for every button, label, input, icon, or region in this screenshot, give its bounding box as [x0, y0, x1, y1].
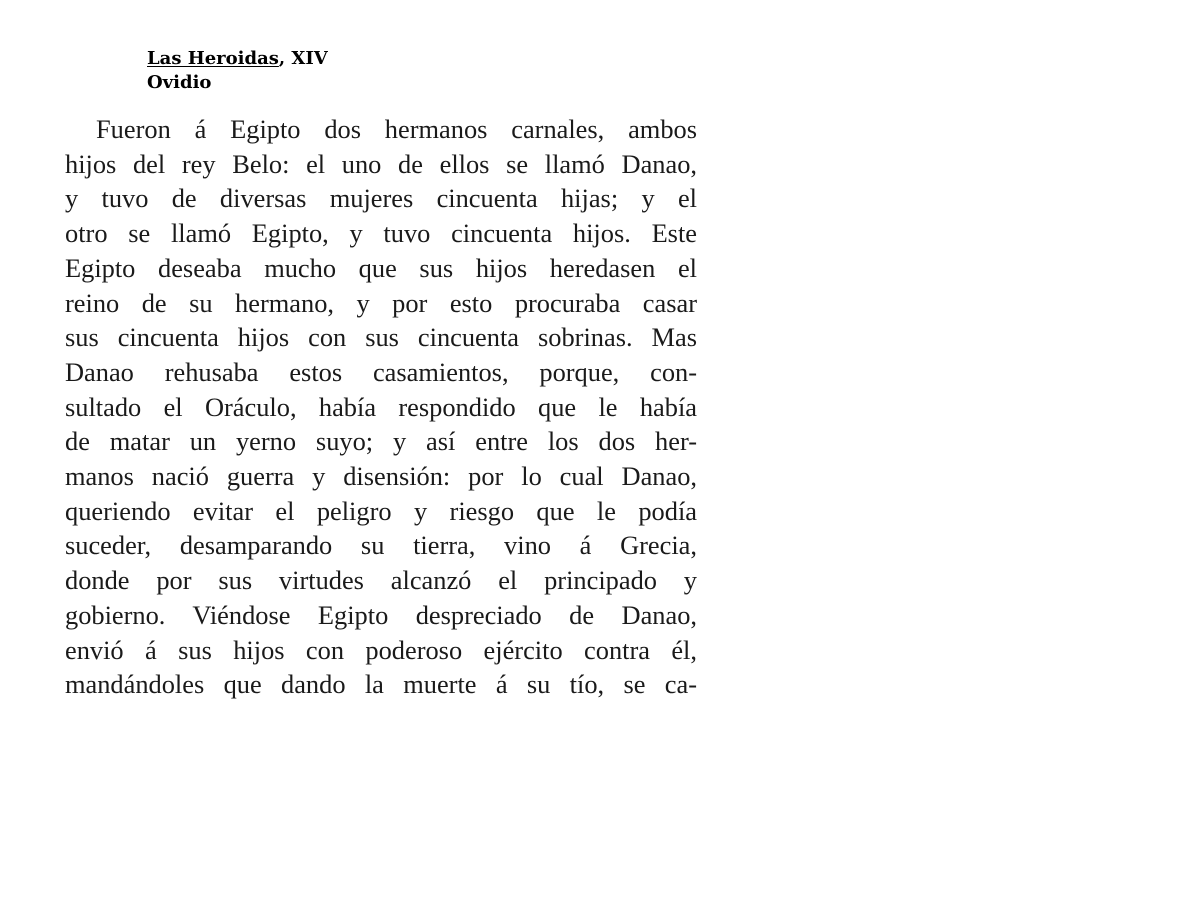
text-line: donde por sus virtudes alcanzó el principado y — [65, 565, 697, 596]
text-line: de matar un yerno suyo; y así entre los dos her- — [65, 426, 697, 457]
text-line: queriendo evitar el peligro y riesgo que le podía — [65, 495, 697, 526]
text-line: envió á sus hijos con poderoso ejército contra él, — [65, 634, 697, 665]
text-line: reino de su hermano, y por esto procuraba casar — [65, 287, 697, 318]
text-line: Fueron á Egipto dos hermanos carnales, ambos — [96, 114, 697, 144]
text-line: y tuvo de diversas mujeres cincuenta hijas; y el — [65, 183, 697, 214]
text-line: suceder, desamparando su tierra, vino á Grecia, — [65, 530, 697, 561]
text-line: Egipto deseaba mucho que sus hijos heredasen el — [65, 252, 697, 283]
text-line: sultado el Oráculo, había respondido que le había — [65, 391, 697, 422]
text-line: hijos del rey Belo: el uno de ellos se llamó Danao, — [65, 148, 697, 179]
title-line — [147, 47, 328, 71]
text-line: sus cincuenta hijos con sus cincuenta sobrinas. Mas — [65, 322, 697, 353]
work-title-suffix: , XIV — [278, 48, 328, 69]
text-line: manos nació guerra y disensión: por lo cual Danao, — [65, 461, 697, 492]
text-line: Danao rehusaba estos casamientos, porque, con- — [65, 356, 697, 387]
text-line: mandándoles que dando la muerte á su tío, se ca- — [65, 669, 697, 700]
text-line: otro se llamó Egipto, y tuvo cincuenta hijos. Este — [65, 218, 697, 249]
text-line: gobierno. Viéndose Egipto despreciado de Danao, — [65, 599, 697, 630]
author-name: Ovidio — [147, 72, 212, 93]
work-title-link[interactable]: Las Heroidas — [147, 48, 279, 69]
document-header — [147, 47, 328, 95]
body-paragraph — [65, 112, 697, 702]
